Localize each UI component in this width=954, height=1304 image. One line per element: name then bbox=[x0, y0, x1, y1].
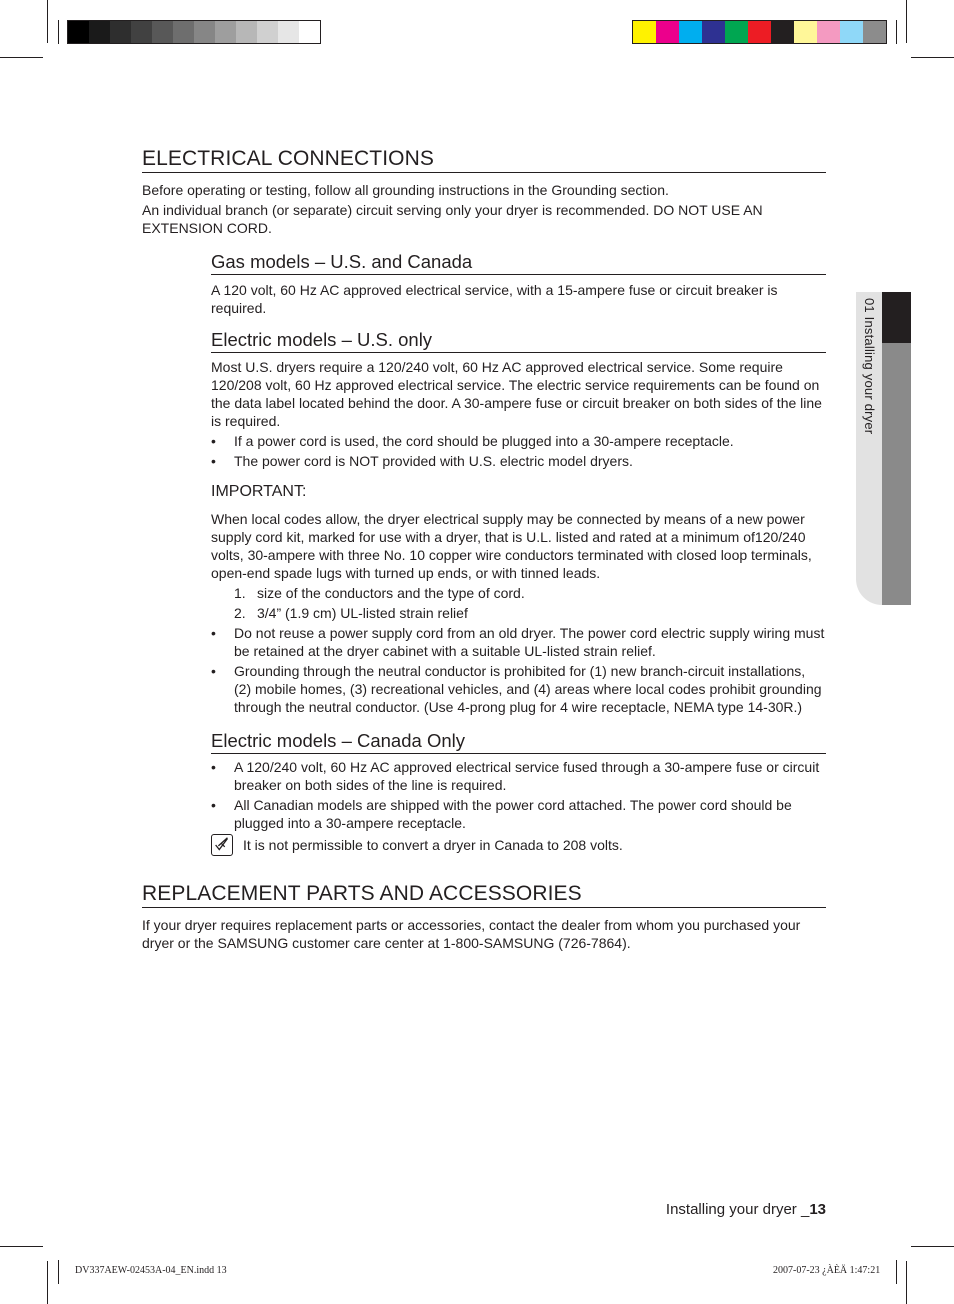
intro-paragraph: Before operating or testing, follow all grounding instructions in the Grounding section. bbox=[142, 182, 669, 198]
color-swatch bbox=[257, 21, 278, 43]
color-swatch bbox=[702, 21, 725, 43]
side-tab-label: 01 Installing your dryer bbox=[862, 298, 877, 435]
list-item: • Grounding through the neutral conductor is prohibited for (1) new branch-circuit installations, (2) mobile homes, (3) recreational vehicles, and (4) areas where local codes prohibit grounding through the neutral conductor. (Use 4-prong plug for 4 wire receptacle, NEMA type 14-30R.) bbox=[211, 662, 826, 716]
crop-mark bbox=[911, 1246, 954, 1247]
important-numbered-list bbox=[211, 584, 826, 622]
grayscale-calibration-bar bbox=[67, 20, 321, 44]
crop-mark bbox=[896, 20, 897, 44]
page-footer bbox=[666, 1201, 826, 1218]
crop-mark bbox=[906, 0, 907, 43]
page-content bbox=[142, 147, 826, 952]
list-item: • If a power cord is used, the cord should be plugged into a 30-ampere receptacle. bbox=[211, 432, 826, 450]
electric-us-heading: Electric models – U.S. only bbox=[211, 329, 826, 353]
electric-canada-section bbox=[211, 730, 826, 860]
color-swatch bbox=[152, 21, 173, 43]
color-swatch bbox=[794, 21, 817, 43]
important-text: When local codes allow, the dryer electrical supply may be connected by means of a new power supply cord kit, marked for use with a dryer, that is U.L. listed and rated at a minimum of120/240 volts, 30-ampere with three No. 10 copper wire conductors terminated with closed loop terminals, open-end spade lugs with turned up ends, or with tinned leads. bbox=[211, 511, 812, 581]
side-tab-marker bbox=[882, 292, 911, 343]
color-swatch bbox=[89, 21, 110, 43]
electric-us-bullets-2 bbox=[211, 624, 826, 716]
note-text: It is not permissible to convert a dryer in Canada to 208 volts. bbox=[243, 837, 623, 853]
color-swatch bbox=[68, 21, 89, 43]
electrical-connections-heading: ELECTRICAL CONNECTIONS bbox=[142, 147, 826, 173]
print-slug-filename: DV337AEW-02453A-04_EN.indd 13 bbox=[75, 1265, 227, 1276]
color-swatch bbox=[863, 21, 886, 43]
gas-models-section bbox=[211, 251, 826, 317]
color-swatch bbox=[173, 21, 194, 43]
color-swatch bbox=[194, 21, 215, 43]
color-swatch bbox=[299, 21, 320, 43]
print-slug-timestamp: 2007-07-23 ¿ÀÈÄ 1:47:21 bbox=[773, 1265, 881, 1276]
gas-models-heading: Gas models – U.S. and Canada bbox=[211, 251, 826, 275]
color-swatch bbox=[817, 21, 840, 43]
note-block bbox=[211, 836, 826, 860]
crop-mark bbox=[58, 20, 59, 44]
page-number: 13 bbox=[809, 1201, 826, 1218]
crop-mark bbox=[58, 1260, 59, 1284]
list-item bbox=[211, 584, 826, 602]
list-item: • The power cord is NOT provided with U.S. electric model dryers. bbox=[211, 452, 826, 470]
list-item: • A 120/240 volt, 60 Hz AC approved electrical service fused through a 30-ampere fuse or circuit breaker on both sides of the line is required. bbox=[211, 758, 826, 794]
color-swatch bbox=[110, 21, 131, 43]
crop-mark bbox=[0, 57, 43, 58]
crop-mark bbox=[896, 1260, 897, 1284]
electrical-intro bbox=[142, 181, 826, 237]
list-item: • All Canadian models are shipped with the power cord attached. The power cord should be plugged into a 30-ampere receptacle. bbox=[211, 796, 826, 832]
color-swatch bbox=[771, 21, 794, 43]
crop-mark bbox=[0, 1246, 43, 1247]
electric-canada-heading: Electric models – Canada Only bbox=[211, 730, 826, 754]
color-calibration-bar bbox=[632, 20, 887, 44]
color-swatch bbox=[131, 21, 152, 43]
electric-us-text: Most U.S. dryers require a 120/240 volt, 60 Hz AC approved electrical service. Some require 120/208 volt, 60 Hz approved electrical service. The electric service requirements can be found on the data label located behind the door. A 30-ampere fuse or circuit breaker on both sides of the line is required. bbox=[211, 359, 822, 429]
crop-mark bbox=[906, 1261, 907, 1304]
color-swatch bbox=[748, 21, 771, 43]
color-swatch bbox=[725, 21, 748, 43]
color-swatch bbox=[633, 21, 656, 43]
color-swatch bbox=[215, 21, 236, 43]
side-tab-strip bbox=[882, 343, 911, 605]
crop-mark bbox=[47, 0, 48, 43]
color-swatch bbox=[840, 21, 863, 43]
crop-mark bbox=[47, 1261, 48, 1304]
electric-us-bullets bbox=[211, 432, 826, 470]
footer-section-label: Installing your dryer _ bbox=[665, 1201, 810, 1218]
replacement-parts-text: If your dryer requires replacement parts or accessories, contact the dealer from whom you purchased your dryer or the SAMSUNG customer care center at 1-800-SAMSUNG (726-7864). bbox=[142, 917, 801, 951]
list-item bbox=[211, 604, 826, 622]
gas-models-text: A 120 volt, 60 Hz AC approved electrical service, with a 15-ampere fuse or circuit breaker is required. bbox=[211, 282, 778, 316]
list-item: • Do not reuse a power supply cord from an old dryer. The power cord electric supply wiring must be retained at the dryer cabinet with a suitable UL-listed strain relief. bbox=[211, 624, 826, 660]
list-item-text: 3/4” (1.9 cm) UL-listed strain relief bbox=[257, 605, 468, 621]
color-swatch bbox=[656, 21, 679, 43]
replacement-parts-heading: REPLACEMENT PARTS AND ACCESSORIES bbox=[142, 882, 826, 908]
important-label: IMPORTANT: bbox=[211, 483, 307, 500]
color-swatch bbox=[278, 21, 299, 43]
color-swatch bbox=[236, 21, 257, 43]
list-number: 1. bbox=[234, 585, 246, 601]
list-item-text: size of the conductors and the type of cord. bbox=[257, 585, 525, 601]
crop-mark bbox=[911, 57, 954, 58]
list-number: 2. bbox=[234, 605, 246, 621]
electric-us-section bbox=[211, 329, 826, 716]
note-pencil-icon bbox=[211, 834, 233, 856]
intro-paragraph: An individual branch (or separate) circuit serving only your dryer is recommended. DO NOT USE AN EXTENSION CORD. bbox=[142, 202, 763, 236]
color-swatch bbox=[679, 21, 702, 43]
electric-canada-bullets bbox=[211, 758, 826, 832]
